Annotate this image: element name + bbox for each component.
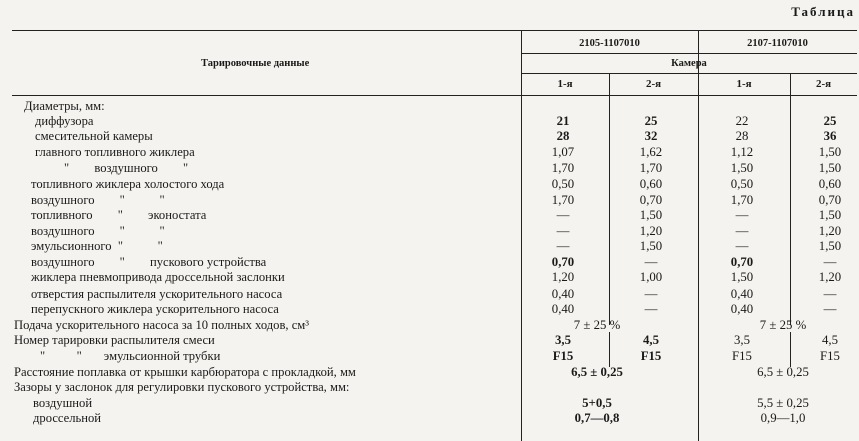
cell-2107-c2: — <box>823 287 837 301</box>
cell-2107-c1: 3,5 <box>734 333 750 347</box>
cell-2105-c1: 1,70 <box>551 193 575 207</box>
cell-2105-c1: — <box>556 239 570 253</box>
cell-2107-c1: — <box>735 208 749 222</box>
row-label: дроссельной <box>33 411 102 425</box>
row-label: Расстояние поплавка от крышки карбюратора с прокладкой, мм <box>14 365 356 379</box>
cell-2105-c1: 0,40 <box>551 302 575 316</box>
row-label: воздушного " " <box>31 193 165 207</box>
row-label: Зазоры у заслонок для регулировки пускового устройства, мм: <box>14 380 350 394</box>
cell-2107-c1: 0,70 <box>730 255 754 269</box>
cell-2105-c2: 0,70 <box>639 193 663 207</box>
cell-2107-c1: F15 <box>732 349 752 363</box>
model-separator-rule <box>698 30 699 441</box>
cell-2105-merged: 0,7—0,8 <box>574 411 620 425</box>
cell-2107-c2: 0,70 <box>818 193 842 207</box>
cell-2105-merged: 6,5 ± 0,25 <box>571 365 623 379</box>
row-label: Подача ускорительного насоса за 10 полных ходов, см³ <box>14 318 310 332</box>
cell-2107-merged: 7 ± 25 % <box>759 318 807 332</box>
cell-2105-c1: 1,07 <box>551 145 575 159</box>
cell-2105-c2: F15 <box>640 349 662 363</box>
chamber-a-rule <box>609 73 610 325</box>
chamber-header: Камера <box>671 58 707 69</box>
cell-2105-c1: — <box>556 224 570 238</box>
cell-2105-c2: 1,50 <box>639 239 663 253</box>
cell-2105-c2: 32 <box>644 129 658 143</box>
cell-2107-c2: 4,5 <box>822 333 838 347</box>
cell-2107-c2: 36 <box>823 129 837 143</box>
cell-2107-merged: 6,5 ± 0,25 <box>757 365 809 379</box>
cell-2105-c2: 25 <box>644 114 658 128</box>
row-label: смесительной камеры <box>35 129 153 143</box>
row-label: воздушного " пускового устройства <box>31 255 267 269</box>
cell-2105-c1: 21 <box>556 114 570 128</box>
cell-2107-c1: 1,50 <box>730 270 754 284</box>
chamber-a-rule-lower <box>609 332 610 367</box>
cell-2107-c2: — <box>823 302 837 316</box>
cell-2105-c2: 1,70 <box>639 161 663 175</box>
cell-2107-c1: — <box>735 224 749 238</box>
chamber-2-a: 2-я <box>645 78 662 90</box>
cell-2107-c2: F15 <box>820 349 840 363</box>
cell-2105-c1: 3,5 <box>555 333 571 347</box>
chamber-b-rule <box>790 73 791 325</box>
cell-2105-c1: 0,50 <box>551 177 575 191</box>
cell-2105-c2: 1,20 <box>639 224 663 238</box>
cell-2107-c1: — <box>735 239 749 253</box>
chamber-1-b: 1-я <box>736 78 752 90</box>
cell-2107-c1: 1,12 <box>730 145 754 159</box>
chamber-b-rule-lower <box>790 332 791 367</box>
row-label: жиклера пневмопривода дроссельной заслонки <box>31 270 285 284</box>
cell-2105-c2: — <box>644 302 658 316</box>
cell-2107-c2: 1,20 <box>818 270 842 284</box>
cell-2105-c1: — <box>556 208 570 222</box>
cell-2107-c1: 0,50 <box>730 177 754 191</box>
chamber-rule <box>521 73 857 74</box>
row-label: эмульсионного " " <box>31 239 163 253</box>
row-label: воздушного " " <box>31 224 165 238</box>
row-label: диффузора <box>35 114 94 128</box>
cell-2105-c2: — <box>644 255 658 269</box>
row-label: топливного " эконостата <box>31 208 207 222</box>
cell-2107-c1: 1,50 <box>730 161 754 175</box>
cell-2107-c2: 1,50 <box>818 145 842 159</box>
param-column-title: Тарировочные данные <box>201 58 310 69</box>
cell-2105-c1: 0,40 <box>551 287 575 301</box>
chamber-1-a: 1-я <box>557 78 573 90</box>
cell-2105-c1: 28 <box>556 129 570 143</box>
row-label: перепускного жиклера ускорительного насоса <box>31 302 279 316</box>
cell-2107-c1: 22 <box>735 114 749 128</box>
cell-2105-c2: 1,00 <box>639 270 663 284</box>
cell-2105-merged: 7 ± 25 % <box>573 318 621 332</box>
cell-2105-c2: — <box>644 287 658 301</box>
row-label: отверстия распылителя ускорительного насоса <box>31 287 283 301</box>
row-label: воздушной <box>33 396 93 410</box>
cell-2107-c2: 1,50 <box>818 161 842 175</box>
cell-2107-c1: 0,40 <box>730 287 754 301</box>
top-rule <box>12 30 857 31</box>
cell-2105-c1: 0,70 <box>551 255 575 269</box>
model-b-header: 2107-1107010 <box>747 38 808 49</box>
table-caption: Таблица <box>791 4 855 19</box>
cell-2107-c2: 1,20 <box>818 224 842 238</box>
cell-2105-c1: 1,20 <box>551 270 575 284</box>
row-label: главного топливного жиклера <box>35 145 195 159</box>
cell-2105-c2: 1,50 <box>639 208 663 222</box>
row-label: топливного жиклера холостого хода <box>31 177 225 191</box>
cell-2107-c1: 28 <box>735 129 749 143</box>
cell-2107-c1: 1,70 <box>730 193 754 207</box>
cell-2105-c2: 0,60 <box>639 177 663 191</box>
cell-2107-c2: 1,50 <box>818 239 842 253</box>
row-label: " воздушного " <box>64 161 189 175</box>
cell-2107-c2: 0,60 <box>818 177 842 191</box>
row-label: Номер тарировки распылителя смеси <box>14 333 215 347</box>
cell-2105-c2: 1,62 <box>639 145 663 159</box>
cell-2107-c2: 1,50 <box>818 208 842 222</box>
chamber-2-b: 2-я <box>815 78 832 90</box>
cell-2105-c1: 1,70 <box>551 161 575 175</box>
row-label: " " эмульсионной трубки <box>40 349 221 363</box>
cell-2107-c2: 25 <box>823 114 837 128</box>
cell-2107-c2: — <box>823 255 837 269</box>
cell-2105-c2: 4,5 <box>643 333 659 347</box>
model-a-header: 2105-1107010 <box>579 38 640 49</box>
header-bottom-rule <box>12 95 857 96</box>
model-rule <box>521 53 857 54</box>
cell-2105-c1: F15 <box>552 349 574 363</box>
cell-2107-c1: 0,40 <box>730 302 754 316</box>
row-label: Диаметры, мм: <box>24 99 105 113</box>
cell-2105-merged: 5+0,5 <box>582 396 612 410</box>
cell-2107-merged: 0,9—1,0 <box>760 411 806 425</box>
cell-2107-merged: 5,5 ± 0,25 <box>757 396 809 410</box>
